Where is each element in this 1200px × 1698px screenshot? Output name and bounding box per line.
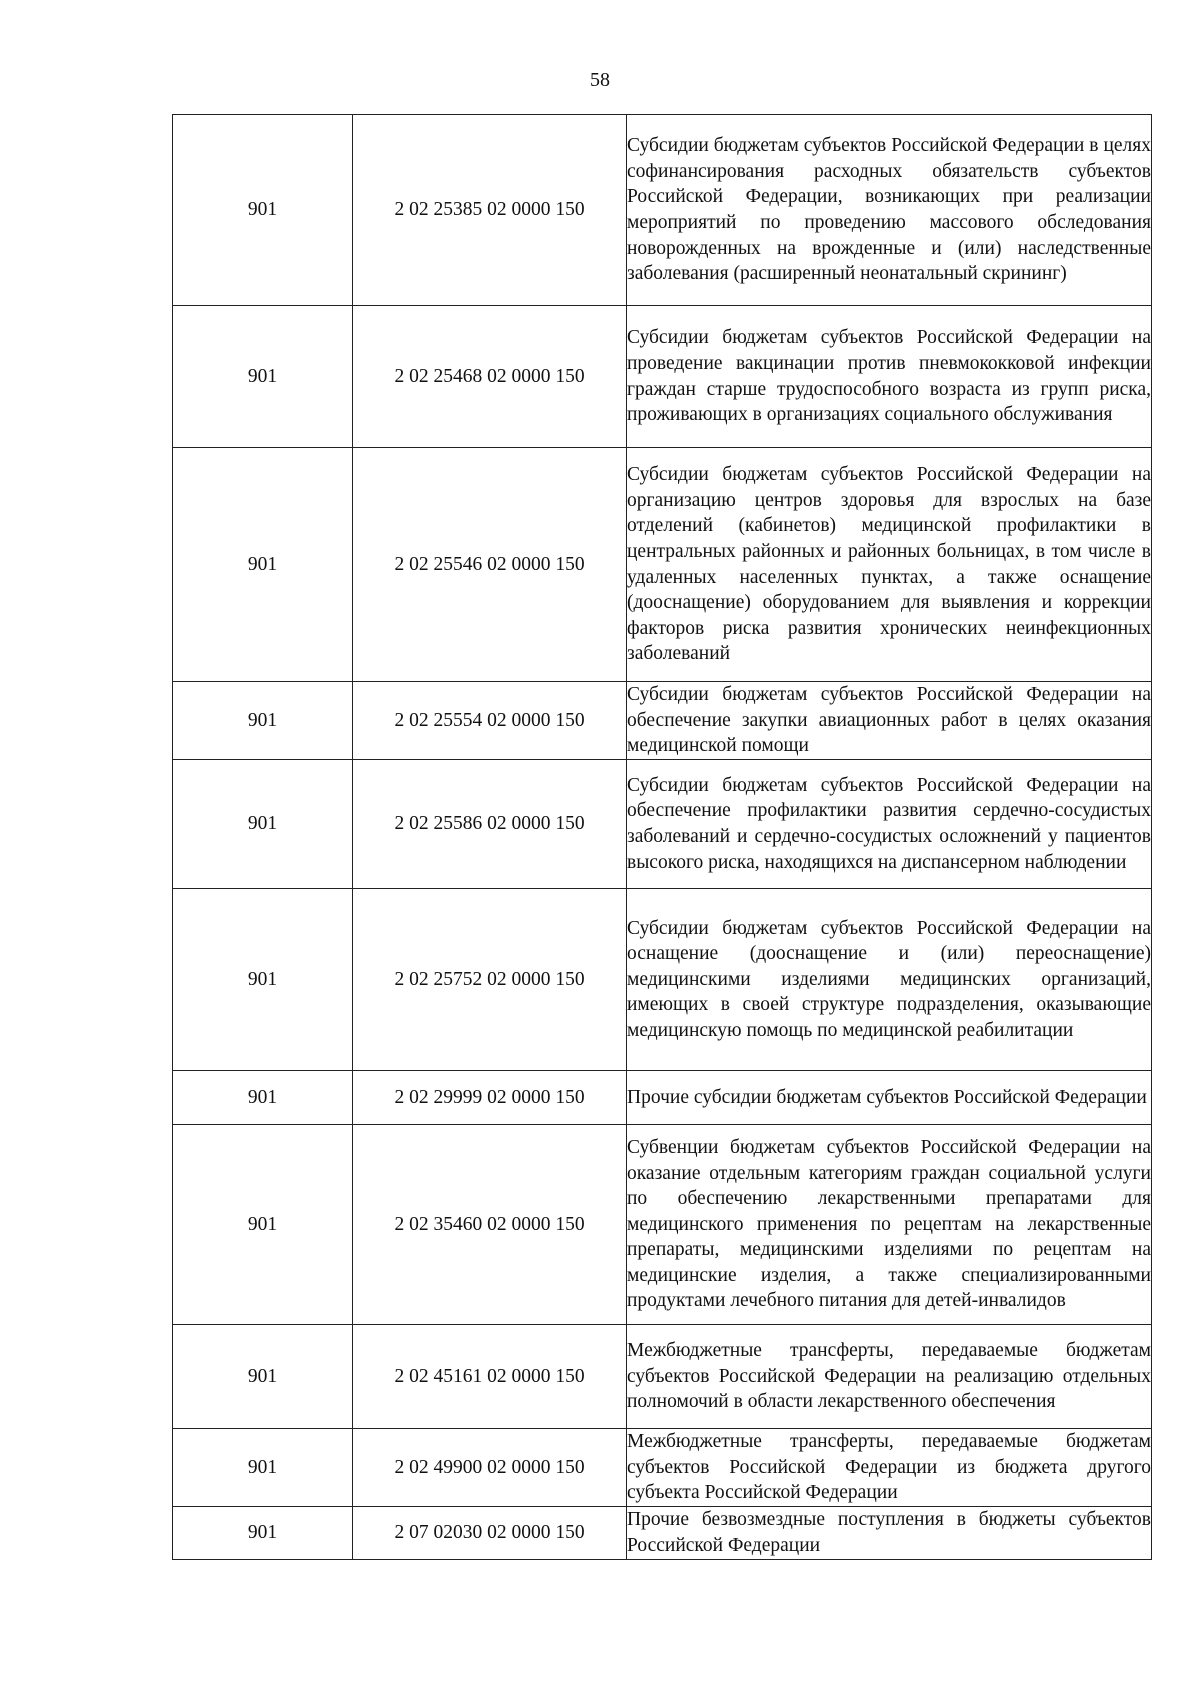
admin-code-cell: 901 [173,760,353,889]
budget-classification-code-cell: 2 02 25385 02 0000 150 [353,115,627,306]
revenue-name-cell: Субвенции бюджетам субъектов Российской Федерации на оказание отдельным категориям граждан социальной услуги по обеспечению лекарственными препаратами для медицинского применения по рецептам на лекарственные препараты, медицинскими изделиями по рецептам на медицинские изделия, а также специализированными продуктами лечебного питания для детей-инвалидов [627,1125,1152,1325]
budget-classification-code-cell: 2 02 49900 02 0000 150 [353,1429,627,1507]
page-number: 58 [590,69,610,91]
table-row [173,1125,1152,1325]
admin-code-cell: 901 [173,306,353,448]
table-row [173,448,1152,682]
revenue-name-cell: Прочие безвозмездные поступления в бюджеты субъектов Российской Федерации [627,1507,1152,1560]
revenue-name-cell: Прочие субсидии бюджетам субъектов Российской Федерации [627,1071,1152,1125]
table-row [173,1507,1152,1560]
admin-code-cell: 901 [173,889,353,1071]
admin-code-cell: 901 [173,1507,353,1560]
budget-classification-code-cell: 2 02 25586 02 0000 150 [353,760,627,889]
budget-classification-code-cell: 2 07 02030 02 0000 150 [353,1507,627,1560]
table-row [173,1071,1152,1125]
revenue-name-cell: Субсидии бюджетам субъектов Российской Федерации на организацию центров здоровья для взрослых на базе отделений (кабинетов) медицинской профилактики в центральных районных и районных больницах, в том числе в удаленных населенных пунктах, а также оснащение (дооснащение) оборудованием для выявления и коррекции факторов риска развития хронических неинфекционных заболеваний [627,448,1152,682]
budget-classification-code-cell: 2 02 45161 02 0000 150 [353,1325,627,1429]
table-row [173,1325,1152,1429]
admin-code-cell: 901 [173,1429,353,1507]
admin-code-cell: 901 [173,1325,353,1429]
budget-classification-code-cell: 2 02 35460 02 0000 150 [353,1125,627,1325]
admin-code-cell: 901 [173,115,353,306]
table-row [173,889,1152,1071]
table-row [173,682,1152,760]
admin-code-cell: 901 [173,448,353,682]
revenue-name-cell: Межбюджетные трансферты, передаваемые бюджетам субъектов Российской Федерации из бюджета другого субъекта Российской Федерации [627,1429,1152,1507]
budget-classification-code-cell: 2 02 25546 02 0000 150 [353,448,627,682]
admin-code-cell: 901 [173,1071,353,1125]
revenue-name-cell: Субсидии бюджетам субъектов Российской Федерации в целях софинансирования расходных обязательств субъектов Российской Федерации, возникающих при реализации мероприятий по проведению массового обследования новорожденных на врожденные и (или) наследственные заболевания (расширенный неонатальный скрининг) [627,115,1152,306]
budget-classification-code-cell: 2 02 25468 02 0000 150 [353,306,627,448]
revenue-name-cell: Межбюджетные трансферты, передаваемые бюджетам субъектов Российской Федерации на реализацию отдельных полномочий в области лекарственного обеспечения [627,1325,1152,1429]
admin-code-cell: 901 [173,682,353,760]
admin-code-cell: 901 [173,1125,353,1325]
budget-classification-code-cell: 2 02 25752 02 0000 150 [353,889,627,1071]
table-row [173,1429,1152,1507]
table-row [173,760,1152,889]
budget-classification-code-cell: 2 02 29999 02 0000 150 [353,1071,627,1125]
budget-classification-code-cell: 2 02 25554 02 0000 150 [353,682,627,760]
revenue-name-cell: Субсидии бюджетам субъектов Российской Федерации на обеспечение профилактики развития сердечно-сосудистых заболеваний и сердечно-сосудистых осложнений у пациентов высокого риска, находящихся на диспансерном наблюдении [627,760,1152,889]
table-row [173,306,1152,448]
revenue-name-cell: Субсидии бюджетам субъектов Российской Федерации на проведение вакцинации против пневмококковой инфекции граждан старше трудоспособного возраста из групп риска, проживающих в организациях социального обслуживания [627,306,1152,448]
revenue-codes-table [172,114,1152,1560]
table-row [173,115,1152,306]
revenue-name-cell: Субсидии бюджетам субъектов Российской Федерации на обеспечение закупки авиационных работ в целях оказания медицинской помощи [627,682,1152,760]
revenue-name-cell: Субсидии бюджетам субъектов Российской Федерации на оснащение (дооснащение и (или) переоснащение) медицинскими изделиями медицинских организаций, имеющих в своей структуре подразделения, оказывающие медицинскую помощь по медицинской реабилитации [627,889,1152,1071]
